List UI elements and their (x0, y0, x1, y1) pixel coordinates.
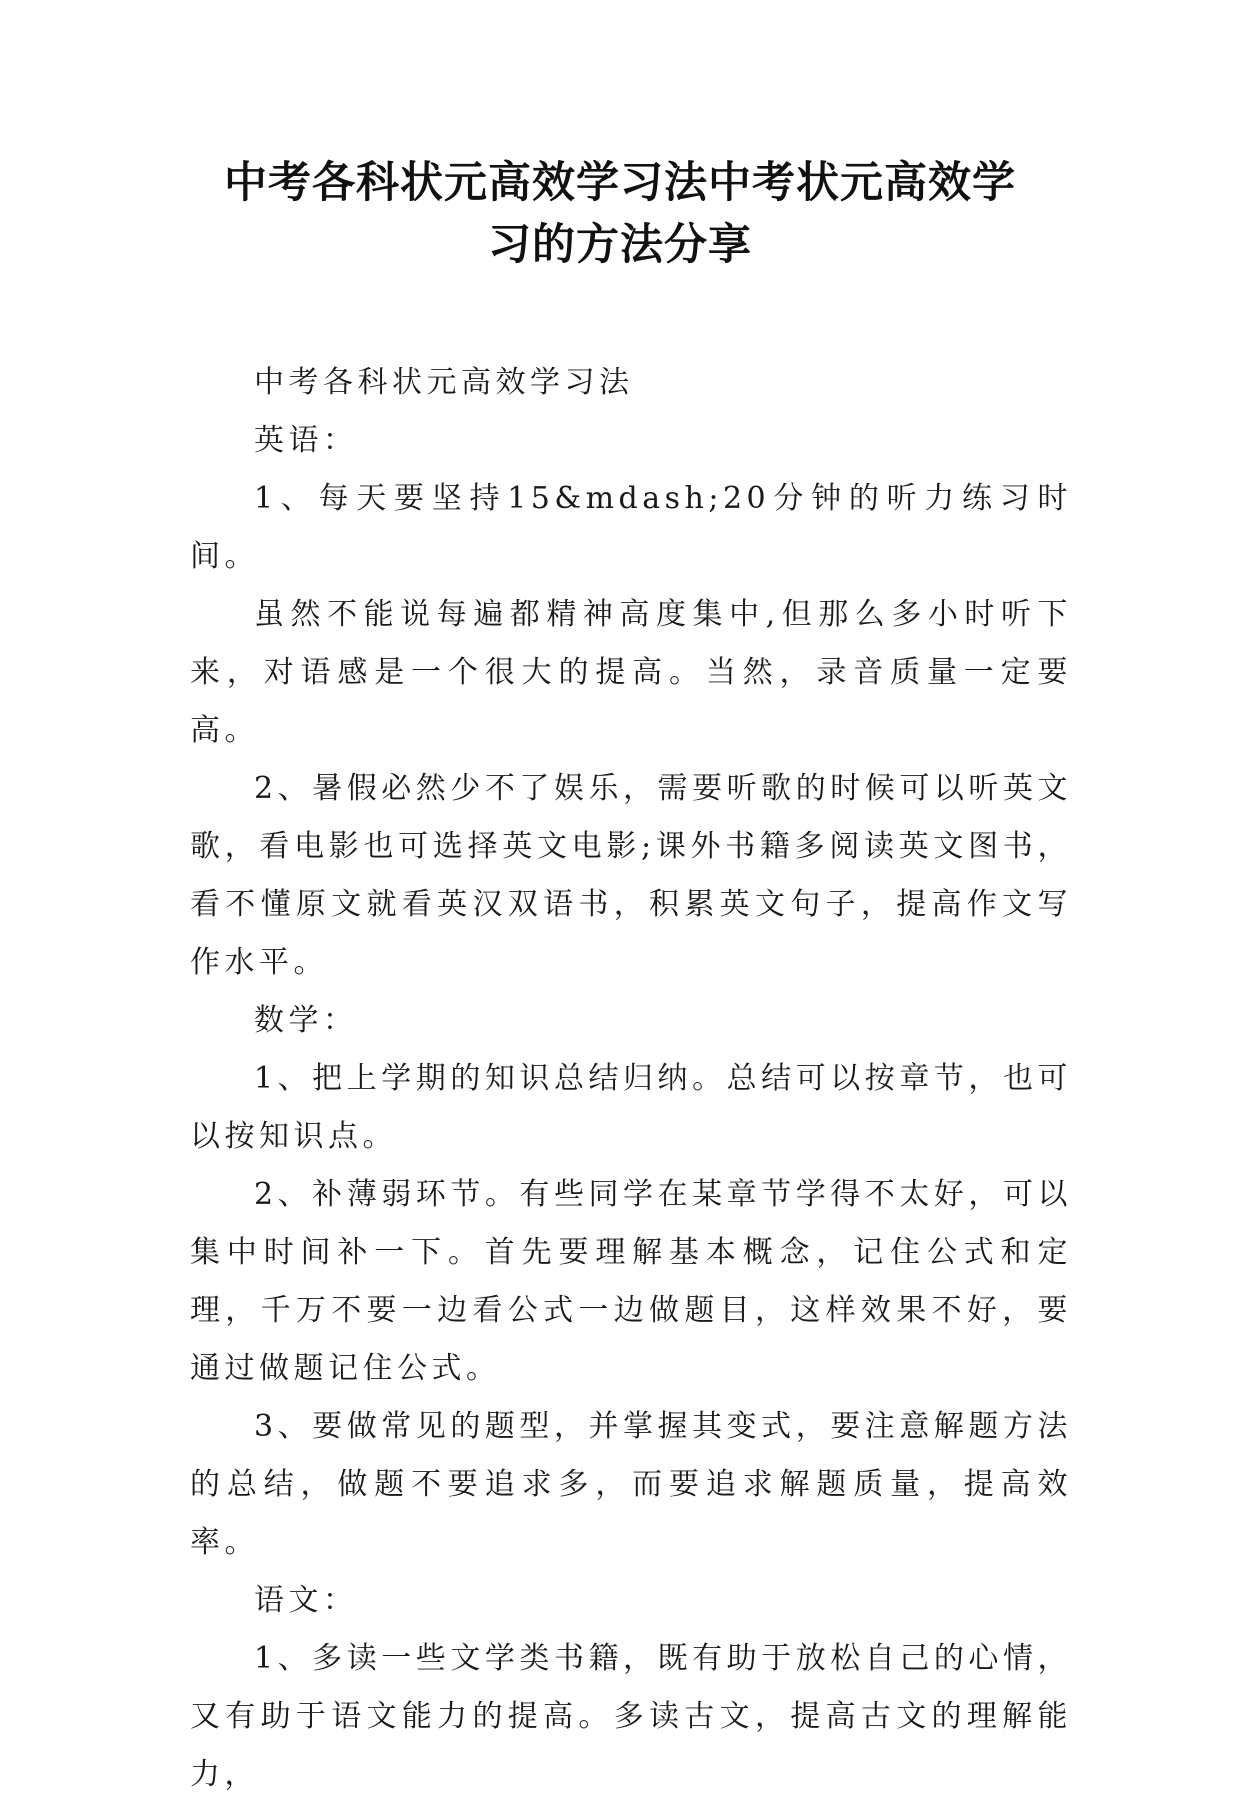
paragraph: 1、把上学期的知识总结归纳。总结可以按章节，也可以按知识点。 (190, 1061, 1072, 1154)
paragraph: 2、暑假必然少不了娱乐，需要听歌的时候可以听英文歌，看电影也可选择英文电影;课外书籍多阅读英文图书，看不懂原文就看英汉双语书，积累英文句子，提高作文写作水平。 (190, 771, 1072, 980)
subject-heading-english: 英语： (254, 423, 358, 458)
subject-heading-math: 数学： (254, 1003, 358, 1038)
paragraph: 2、补薄弱环节。有些同学在某章节学得不太好，可以集中时间补一下。首先要理解基本概念，记住公式和定理，千万不要一边看公式一边做题目，这样效果不好，要通过做题记住公式。 (190, 1177, 1072, 1386)
document-title (150, 152, 1090, 276)
paragraph: 虽然不能说每遍都精神高度集中,但那么多小时听下来，对语感是一个很大的提高。当然，录音质量一定要高。 (190, 597, 1072, 748)
paragraph: 1、每天要坚持15&mdash;20分钟的听力练习时间。 (190, 481, 1072, 574)
section-heading: 中考各科状元高效学习法 (254, 365, 634, 400)
paragraph: 1、多读一些文学类书籍，既有助于放松自己的心情，又有助于语文能力的提高。多读古文，提高古文的理解能力， (190, 1641, 1072, 1792)
document-title-line-2: 习的方法分享 (488, 220, 752, 270)
subject-heading-chinese: 语文： (254, 1583, 358, 1618)
document-body (190, 354, 1072, 1804)
document-title-line-1: 中考各科状元高效学习法中考状元高效学 (224, 158, 1016, 208)
paragraph: 3、要做常见的题型，并掌握其变式，要注意解题方法的总结，做题不要追求多，而要追求解题质量，提高效率。 (190, 1409, 1072, 1560)
